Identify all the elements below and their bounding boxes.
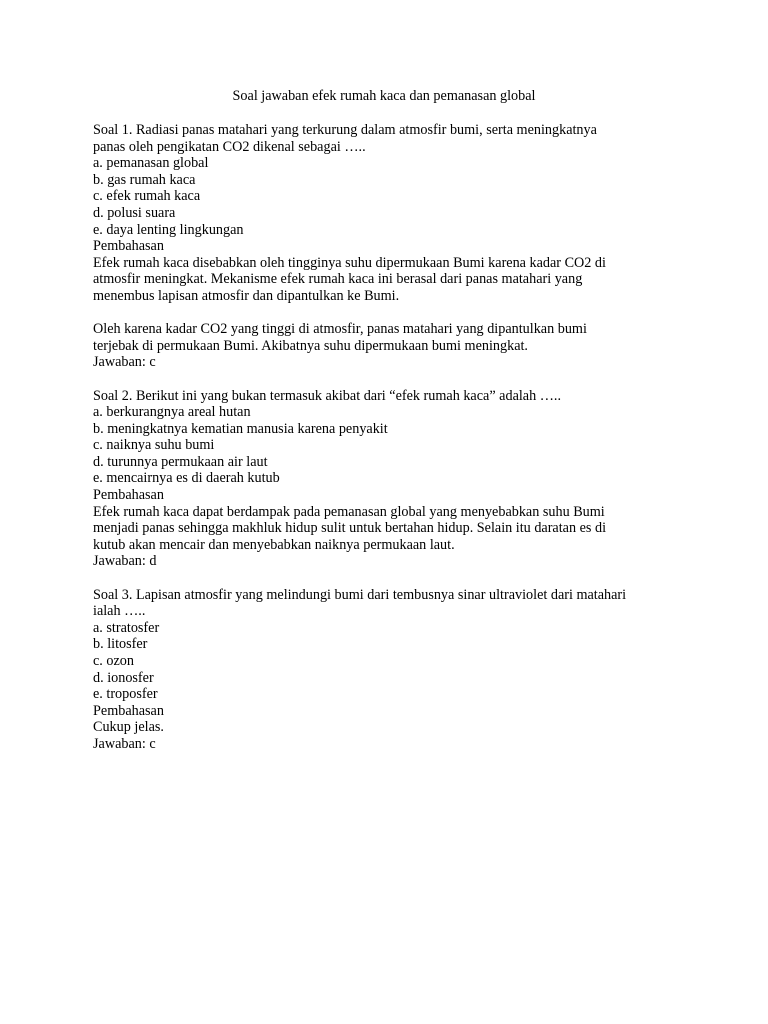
discussion-line: atmosfir meningkat. Mekanisme efek rumah kaca ini berasal dari panas matahari yang <box>93 271 583 288</box>
paragraph-gap <box>93 305 683 322</box>
discussion-line: Efek rumah kaca disebabkan oleh tingginya suhu dipermukaan Bumi karena kadar CO2 di <box>93 254 606 271</box>
answer-option: d. polusi suara <box>93 204 176 221</box>
answer-option: d. ionosfer <box>93 669 154 686</box>
question-text-line: Soal 2. Berikut ini yang bukan termasuk akibat dari “efek rumah kaca” adalah ….. <box>93 387 562 404</box>
answer-option: b. meningkatnya kematian manusia karena penyakit <box>93 420 388 437</box>
discussion-line: kutub akan mencair dan menyebabkan naiknya permukaan laut. <box>93 536 455 553</box>
answer-option: b. litosfer <box>93 636 148 653</box>
answer-option: c. ozon <box>93 653 134 669</box>
question-block <box>93 122 683 371</box>
question-text-line: Soal 1. Radiasi panas matahari yang terkurung dalam atmosfir bumi, serta meningkatnya <box>93 122 597 138</box>
discussion-line: Efek rumah kaca dapat berdampak pada pemanasan global yang menyebabkan suhu Bumi <box>93 503 605 520</box>
question-gap <box>93 371 683 388</box>
question-text-line: ialah ….. <box>93 603 146 620</box>
discussion-line: menjadi panas sehingga makhluk hidup sulit untuk bertahan hidup. Selain itu daratan es di <box>93 520 607 537</box>
question-gap <box>93 570 683 587</box>
answer-key: Jawaban: d <box>93 553 157 570</box>
answer-option: c. efek rumah kaca <box>93 188 201 205</box>
answer-option: e. daya lenting lingkungan <box>93 221 244 238</box>
discussion-line: menembus lapisan atmosfir dan dipantulkan ke Bumi. <box>93 287 400 304</box>
answer-key: Jawaban: c <box>93 354 156 371</box>
answer-option: b. gas rumah kaca <box>93 171 196 188</box>
discussion-label: Pembahasan <box>93 487 164 504</box>
discussion-line: Cukup jelas. <box>93 719 164 736</box>
answer-option: c. naiknya suhu bumi <box>93 437 215 454</box>
answer-key: Jawaban: c <box>93 735 156 752</box>
answer-option: a. berkurangnya areal hutan <box>93 404 251 421</box>
answer-option: a. pemanasan global <box>93 155 209 172</box>
question-block <box>93 388 683 571</box>
question-text-line: panas oleh pengikatan CO2 dikenal sebagai ….. <box>93 138 366 155</box>
discussion-label: Pembahasan <box>93 702 164 719</box>
discussion-line: Oleh karena kadar CO2 yang tinggi di atmosfir, panas matahari yang dipantulkan bumi <box>93 321 587 338</box>
question-block <box>93 587 683 753</box>
discussion-line: terjebak di permukaan Bumi. Akibatnya suhu dipermukaan bumi meningkat. <box>93 337 528 354</box>
answer-option: e. mencairnya es di daerah kutub <box>93 470 280 487</box>
document-body <box>93 122 683 753</box>
question-text-line: Soal 3. Lapisan atmosfir yang melindungi bumi dari tembusnya sinar ultraviolet dari matahari <box>93 586 627 603</box>
discussion-label: Pembahasan <box>93 238 164 255</box>
answer-option: a. stratosfer <box>93 619 160 636</box>
document-title: Soal jawaban efek rumah kaca dan pemanasan global <box>232 88 536 104</box>
answer-option: e. troposfer <box>93 686 158 703</box>
answer-option: d. turunnya permukaan air laut <box>93 453 268 470</box>
